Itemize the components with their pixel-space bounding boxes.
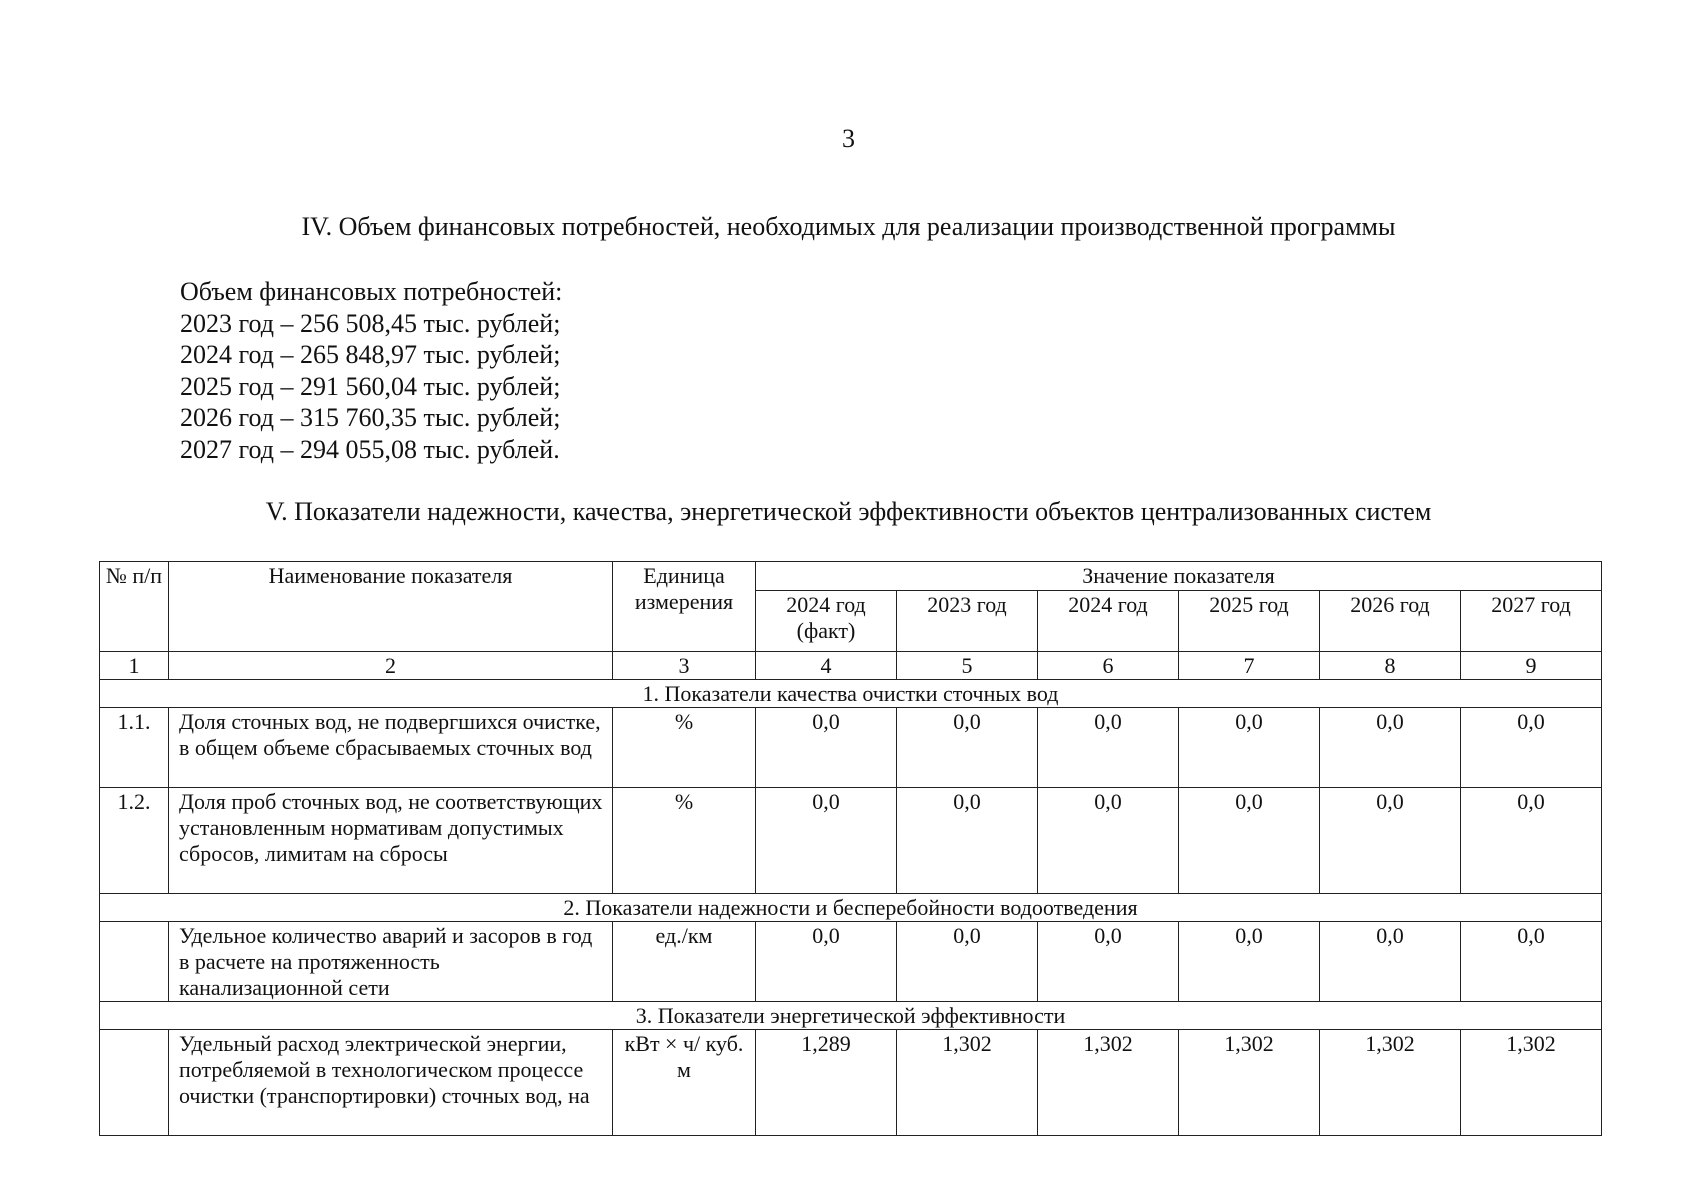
row-value: 1,289 <box>756 1030 897 1136</box>
header-year: 2023 год <box>897 590 1038 651</box>
header-year: 2025 год <box>1179 590 1320 651</box>
table-row <box>100 922 1602 1002</box>
page-number: 3 <box>842 124 855 153</box>
row-value: 0,0 <box>756 922 897 1002</box>
row-num <box>100 922 169 1002</box>
table-row <box>100 708 1602 788</box>
finance-line: 2024 год – 265 848,97 тыс. рублей; <box>180 340 561 369</box>
finance-block <box>180 276 562 465</box>
table-row <box>100 788 1602 894</box>
finance-intro: Объем финансовых потребностей: <box>180 277 563 306</box>
row-value: 0,0 <box>1320 788 1461 894</box>
row-value: 0,0 <box>1461 922 1602 1002</box>
column-numbers-row <box>100 652 1602 680</box>
section-title: 3. Показатели энергетической эффективности <box>100 1002 1602 1030</box>
table-row <box>100 1030 1602 1136</box>
row-value: 1,302 <box>1179 1030 1320 1136</box>
row-name: Доля проб сточных вод, не соответствующих установленным нормативам допустимых сбросов, лимитам на сбросы <box>169 788 613 894</box>
row-num: 1.1. <box>100 708 169 788</box>
finance-line: 2027 год – 294 055,08 тыс. рублей. <box>180 434 560 464</box>
row-value: 0,0 <box>1179 922 1320 1002</box>
row-value: 1,302 <box>897 1030 1038 1136</box>
column-number: 6 <box>1038 652 1179 680</box>
row-value: 0,0 <box>1038 788 1179 894</box>
row-value: 0,0 <box>897 788 1038 894</box>
header-year: 2024 год (факт) <box>756 590 897 651</box>
row-value: 1,302 <box>1461 1030 1602 1136</box>
column-number: 3 <box>613 652 756 680</box>
row-name: Доля сточных вод, не подвергшихся очистке, в общем объеме сбрасываемых сточных вод <box>169 708 613 788</box>
finance-line: 2025 год – 291 560,04 тыс. рублей; <box>180 371 561 401</box>
row-value: 0,0 <box>1320 708 1461 788</box>
row-unit: кВт × ч/ куб. м <box>613 1030 756 1136</box>
section-title: 2. Показатели надежности и бесперебойности водоотведения <box>100 894 1602 922</box>
section-v-title: V. Показатели надежности, качества, энергетической эффективности объектов централизованных систем <box>265 497 1432 526</box>
row-value: 1,302 <box>1320 1030 1461 1136</box>
section-iv-title: IV. Объем финансовых потребностей, необходимых для реализации производственной программы <box>301 212 1396 241</box>
header-year: 2024 год <box>1038 590 1179 651</box>
section-row <box>100 680 1602 708</box>
column-number: 4 <box>756 652 897 680</box>
row-value: 0,0 <box>756 708 897 788</box>
column-number: 1 <box>100 652 169 680</box>
header-unit: Единица измерения <box>613 562 756 652</box>
finance-line: 2023 год – 256 508,45 тыс. рублей; <box>180 308 561 338</box>
row-value: 1,302 <box>1038 1030 1179 1136</box>
row-value: 0,0 <box>897 922 1038 1002</box>
row-name: Удельный расход электрической энергии, потребляемой в технологическом процессе очистки (транспортировки) сточных вод, на <box>169 1030 613 1136</box>
row-value: 0,0 <box>1038 922 1179 1002</box>
section-row <box>100 1002 1602 1030</box>
row-value: 0,0 <box>1179 788 1320 894</box>
row-value: 0,0 <box>1320 922 1461 1002</box>
row-num <box>100 1030 169 1136</box>
column-number: 2 <box>169 652 613 680</box>
row-name: Удельное количество аварий и засоров в год в расчете на протяженность канализационной сети <box>169 922 613 1002</box>
row-unit: % <box>613 708 756 788</box>
row-value: 0,0 <box>1179 708 1320 788</box>
column-number: 9 <box>1461 652 1602 680</box>
header-value-group: Значение показателя <box>756 562 1602 591</box>
row-value: 0,0 <box>1461 708 1602 788</box>
header-name: Наименование показателя <box>169 562 613 652</box>
section-row <box>100 894 1602 922</box>
finance-line: 2026 год – 315 760,35 тыс. рублей; <box>180 403 561 432</box>
row-num: 1.2. <box>100 788 169 894</box>
column-number: 8 <box>1320 652 1461 680</box>
row-value: 0,0 <box>897 708 1038 788</box>
row-value: 0,0 <box>1038 708 1179 788</box>
column-number: 5 <box>897 652 1038 680</box>
row-unit: ед./км <box>613 922 756 1002</box>
header-row <box>100 562 1602 591</box>
row-unit: % <box>613 788 756 894</box>
header-year: 2026 год <box>1320 590 1461 651</box>
row-value: 0,0 <box>756 788 897 894</box>
column-number: 7 <box>1179 652 1320 680</box>
section-title: 1. Показатели качества очистки сточных вод <box>100 680 1602 708</box>
indicators-table <box>99 561 1602 1136</box>
header-num: № п/п <box>100 562 169 652</box>
header-year: 2027 год <box>1461 590 1602 651</box>
row-value: 0,0 <box>1461 788 1602 894</box>
